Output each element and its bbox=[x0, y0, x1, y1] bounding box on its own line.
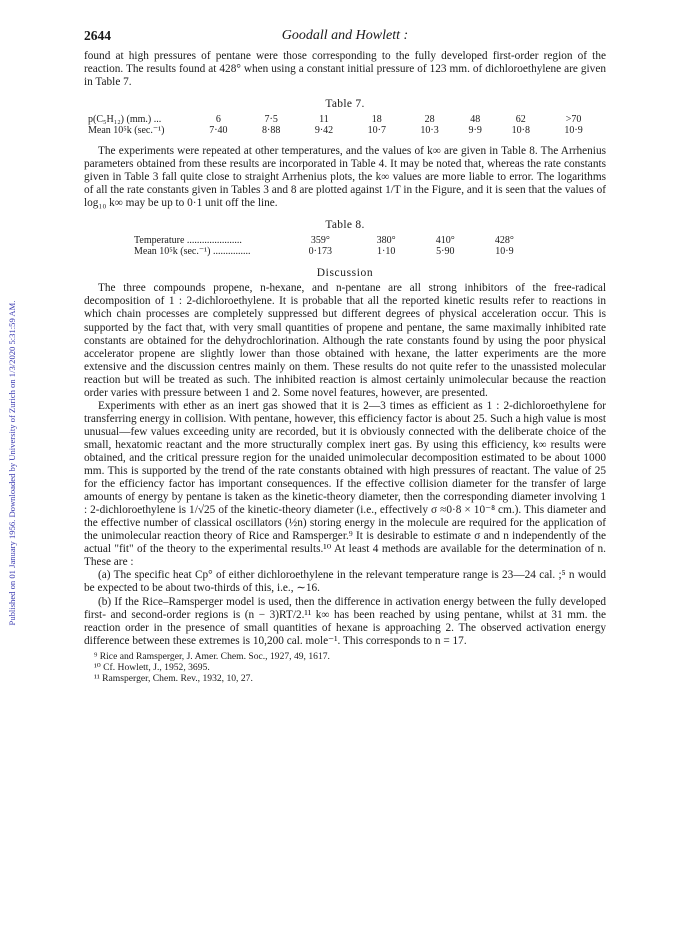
footnote-10: ¹⁰ Cf. Howlett, J., 1952, 3695. bbox=[94, 661, 210, 673]
table7-title: Table 7. bbox=[325, 98, 365, 111]
table7-row-rate bbox=[88, 125, 600, 136]
paragraph-1: found at high pressures of pentane were those corresponding to the fully developed first-order region of the reaction. The results found at 428° when using a constant initial pressure of 123 mm. of dichloroethylene are given in Table 7. bbox=[84, 50, 606, 89]
table8-cell: 0·173 bbox=[308, 246, 332, 258]
paragraph-3: The three compounds propene, n-hexane, and n-pentane are all strong inhibitors of the free-radical decomposition of 1 : 2-dichloroethylene. It is probable that all the reported kinetic results refer to reactions in which chain processes are completely suppressed but different degrees of physical acceleration occur. This is supported by the fact that, with very small quantities of propene and pentane, the same maximally inhibited rate constants are obtained for the dehydrochlorination. Although the rate constants found by using the poor physical accelerator propene are slightly lower than those obtained with hexane, the latter experiments are the more extensive and the discussion centres mainly on them. These results do not quite refer to the unassisted molecular reaction but will be treated as such. The inhibited reaction is almost certainly unimolecular because the reaction order varies with pressure between 1 and 2. Some novel features, however, are presented. bbox=[84, 282, 606, 399]
table8 bbox=[134, 235, 534, 257]
table8-title: Table 8. bbox=[325, 219, 365, 232]
paragraph-6: (b) If the Rice–Ramsperger model is used, then the difference in activation energy between the fully developed first- and second-order regions is (n − 3)RT/2.¹¹ k∞ has been reached by using pentane, whilst at 31 mm. the reaction order in the presence of small quantities of hexane is approaching 2. The observed activation energy difference between these extremes is 10,200 cal. mole⁻¹. This corresponds to n = 17. bbox=[84, 595, 606, 647]
table8-row2-label: Mean 10⁵k (sec.⁻¹) ............... bbox=[134, 246, 251, 258]
table8-cell: 5·90 bbox=[436, 246, 455, 258]
section-heading-discussion: Discussion bbox=[316, 267, 374, 280]
page-header bbox=[84, 28, 606, 50]
table7-row2-label: Mean 10⁵k (sec.⁻¹) bbox=[88, 125, 165, 137]
paragraph-4: Experiments with ether as an inert gas showed that it is 2—3 times as efficient as 1 : 2-dichloroethylene for transferring energy in collision. With pentane, however, this efficiency factor is about 25. Such a high value is most unusual—few values exceeding unity are recorded, but it is obviously connected with the deliberate choice of the small, hexatomic reactant and the more structurally complex inert gas. By using this efficiency, k∞ results were obtained, and the critical pressure region for the unaided unimolecular decomposition estimated to be about 1000 mm. This is supported by the trend of the rate constants obtained with high pressures of reactant. The value of 25 for the efficiency factor has important consequences. If the effective collision diameter for the transfer of large amounts of energy by pentane is taken as the kinetic-theory diameter, then the corresponding diameter involving 1 : 2-dichloroethylene is 1/√25 of the kinetic-theory diameter (i.e., effectively σ ≈0·8 × 10⁻⁸ cm.). This diameter and the effective number of classical oscillators (½n) storing energy in the molecule are required for the application of the unimolecular reaction theory of Rice and Ramsperger.⁹ It is desirable to estimate σ and n independently of the actual "fit" of the theory to the experimental results.¹⁰ At least 4 methods are available for the determination of n. These are : bbox=[84, 399, 606, 569]
table7 bbox=[88, 114, 600, 136]
table7-cell: 10·8 bbox=[511, 125, 530, 137]
table7-cell: 10·7 bbox=[367, 125, 386, 137]
table8-cell: 1·10 bbox=[377, 246, 396, 258]
table7-row1-label: p(C₅H₁₂) (mm.) ... bbox=[88, 114, 162, 126]
table7-cell: 11 bbox=[319, 114, 329, 126]
paragraph-2: The experiments were repeated at other temperatures, and the values of k∞ are given in Table 8. The Arrhenius parameters obtained from these results are incorporated in Table 4. It may be noted that, whereas the rate constants given in Table 3 fall quite close to straight Arrhenius plots, the k∞ values are more liable to error. The logarithms of all the rate constants given in Tables 3 and 8 are plotted against 1/T in the Figure, and it is seen that the values of log₁₀ k∞ may be up to 0·1 unit off the line. bbox=[84, 145, 606, 210]
page-number: 2644 bbox=[84, 28, 111, 43]
table7-cell: 48 bbox=[470, 114, 481, 126]
table7-cell: 28 bbox=[424, 114, 435, 126]
footnotes bbox=[84, 651, 606, 684]
table7-cell: 9·42 bbox=[314, 125, 334, 137]
table7-cell: 7·5 bbox=[264, 114, 278, 126]
paragraph-5: (a) The specific heat Cp° of either dichloroethylene in the relevant temperature range is 23—24 cal. ;⁵ n would be expected to be about two-thirds of this, i.e., ∼16. bbox=[84, 569, 606, 595]
footnote-9: ⁹ Rice and Ramsperger, J. Amer. Chem. Soc., 1927, 49, 1617. bbox=[94, 650, 330, 662]
table7-row-pressure bbox=[88, 114, 600, 125]
table7-cell: >70 bbox=[565, 114, 582, 126]
table8-cell: 359° bbox=[310, 235, 330, 247]
table8-cell: 428° bbox=[494, 235, 514, 247]
table7-cell: 8·88 bbox=[262, 125, 281, 137]
table7-cell: 10·3 bbox=[420, 125, 439, 137]
table7-cell: 9·9 bbox=[468, 125, 482, 137]
table7-cell: 18 bbox=[371, 114, 382, 126]
table8-row-temperature bbox=[134, 235, 534, 246]
table8-cell: 10·9 bbox=[495, 246, 514, 258]
table8-row-rate bbox=[134, 246, 534, 257]
table7-cell: 10·9 bbox=[564, 125, 583, 137]
table8-cell: 410° bbox=[435, 235, 455, 247]
table7-cell: 7·40 bbox=[209, 125, 228, 137]
table7-cell: 62 bbox=[515, 114, 526, 126]
table8-row1-label: Temperature ...................... bbox=[134, 235, 242, 247]
journal-page bbox=[84, 28, 606, 684]
table7-cell: 6 bbox=[215, 114, 221, 126]
footnote-11: ¹¹ Ramsperger, Chem. Rev., 1932, 10, 27. bbox=[94, 672, 253, 684]
table8-cell: 380° bbox=[376, 235, 396, 247]
download-watermark: Published on 01 January 1956. Downloaded by University of Zurich on 1/3/2020 5:31:59 AM. bbox=[7, 300, 17, 626]
running-head: Goodall and Howlett : bbox=[281, 28, 409, 43]
